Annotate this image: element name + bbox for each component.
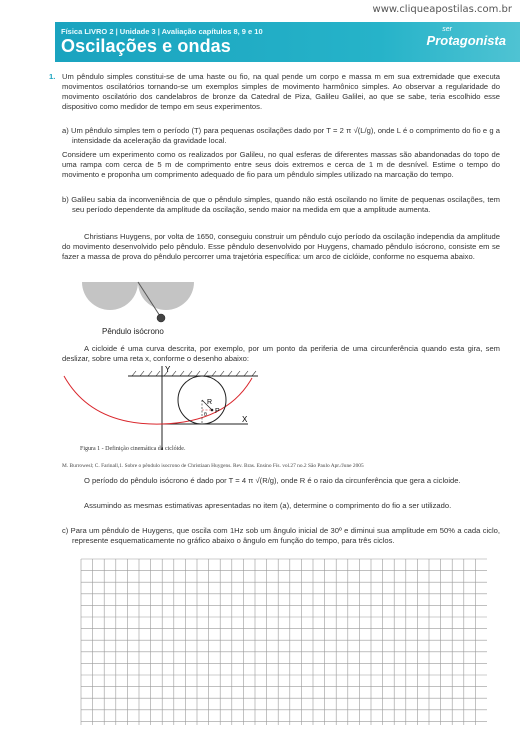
- cycloid-text: A cicloide é uma curva descrita, por exemplo, por um ponto da periferia de uma circunferência quando esta gira, sem deslizar, sobre uma reta x, conforme o desenho abaixo:: [62, 344, 500, 363]
- reference-citation: M. Burrowesl; C. Farinall,1. Sobre o pêndulo isocrono de Christiaan Huygens. Rev. Bras. Ensino Fís. vol.27 no.2 São Paulo Apr./June 2005: [62, 463, 364, 469]
- item-c-text: c) Para um pêndulo de Huygens, que oscila com 1Hz sob um ângulo inicial de 30º e diminui sua amplitude em 50% a cada ciclo, represente esquematicamente no gráfico abaixo o ângulo em função do tempo, para três ciclos.: [62, 526, 500, 545]
- question-intro: Um pêndulo simples constitui-se de uma haste ou fio, na qual pende um corpo e massa m em sua extremidade que executa movimentos oscilatórios tornando-se um exemplos simples de movimento harmônico simples. Ao observar a regularidade do movimento oscilatório dos candelabros de bronze da Catedral de Piza, Galileu Galilei, ao que se sabe, teria escolhido esse dispositivo como medidor de tempo em seus experimentos.: [62, 72, 500, 111]
- left-cycloid-cheek: [82, 282, 138, 310]
- period-block: [62, 476, 500, 486]
- header-subtitle: Física LIVRO 2 | Unidade 3 | Avaliação capítulos 8, 9 e 10: [61, 27, 263, 36]
- period-text: O período do pêndulo isócrono é dado por T = 4 π √(R/g), onde R é o raio da circunferência que gera a cicloide.: [84, 476, 461, 485]
- hatch-marks: [132, 371, 256, 376]
- pendulum-label: Pêndulo isócrono: [102, 327, 164, 336]
- brand-prefix: ser: [442, 26, 452, 33]
- brand-logo: [427, 26, 506, 48]
- x-axis-label: X: [242, 415, 248, 424]
- isochronous-pendulum-figure: [78, 280, 208, 338]
- site-url: www.cliqueapostilas.com.br: [372, 4, 512, 15]
- brand-name: Protagonista: [426, 33, 506, 48]
- cycloid-text-block: [62, 344, 500, 364]
- item-a-text: a) Um pêndulo simples tem o período (T) para pequenas oscilações dado por T = 2 π √(L/g), onde L é o comprimento do fio e g a intensidade da aceleração da gravidade local.: [62, 126, 500, 145]
- consider-text: Considere um experimento como os realizados por Galileu, no qual esferas de diferentes massas são abandonadas do topo de uma rampa com cerca de 5 m de comprimento entre seus dois extremos e cerca de 1 m de desnível. Estime o tempo do movimento e proponha um comprimento adequado de fio para um pêndulo simples utilizado na marcação do tempo.: [62, 150, 500, 179]
- page-title: Oscilações e ondas: [61, 36, 231, 56]
- question-number: 1.: [49, 72, 56, 81]
- item-c-block: [62, 526, 500, 546]
- cycloid-curve: [64, 376, 252, 424]
- header-banner: [55, 22, 520, 62]
- item-b-text: b) Galileu sabia da inconveniência de que o pêndulo simples, quando não está oscilando no limite de pequenas oscilações, tem seu período dependente da amplitude da oscilação, sendo maior na medida em que a amplitude aumenta.: [62, 195, 500, 214]
- angle-label: θ: [204, 412, 207, 418]
- huygens-block: [62, 232, 500, 262]
- item-a-block: [62, 126, 500, 146]
- question-intro-block: [49, 72, 500, 112]
- radius-label: R: [207, 399, 213, 406]
- assuming-text: Assumindo as mesmas estimativas apresentadas no item (a), determine o comprimento do fio a ser utilizado.: [84, 501, 452, 510]
- y-axis-label: Y: [165, 365, 171, 374]
- point-p: [211, 409, 214, 412]
- huygens-text: Christians Huygens, por volta de 1650, conseguiu construir um pêndulo cujo período da oscilação independia da amplitude do movimento desenvolvido pelo pêndulo. Esse pêndulo desenvolvido por Huygens, chamado pêndulo isócrono, consiste em se fazer a massa de prova do pêndulo percorrer uma trajetória específica: um arco de ciclóide, conforme no esquema abaixo.: [62, 232, 500, 261]
- item-b-block: [62, 195, 500, 215]
- answer-grid: [80, 558, 488, 726]
- cycloid-figure: [62, 364, 262, 456]
- consider-block: [62, 150, 500, 180]
- point-p-label: P: [215, 408, 220, 415]
- right-cycloid-cheek: [138, 282, 194, 310]
- assuming-block: [62, 501, 500, 511]
- figure-caption: Figura 1 - Definição cinemática da ciclóide.: [80, 446, 186, 452]
- pendulum-bob: [157, 314, 165, 322]
